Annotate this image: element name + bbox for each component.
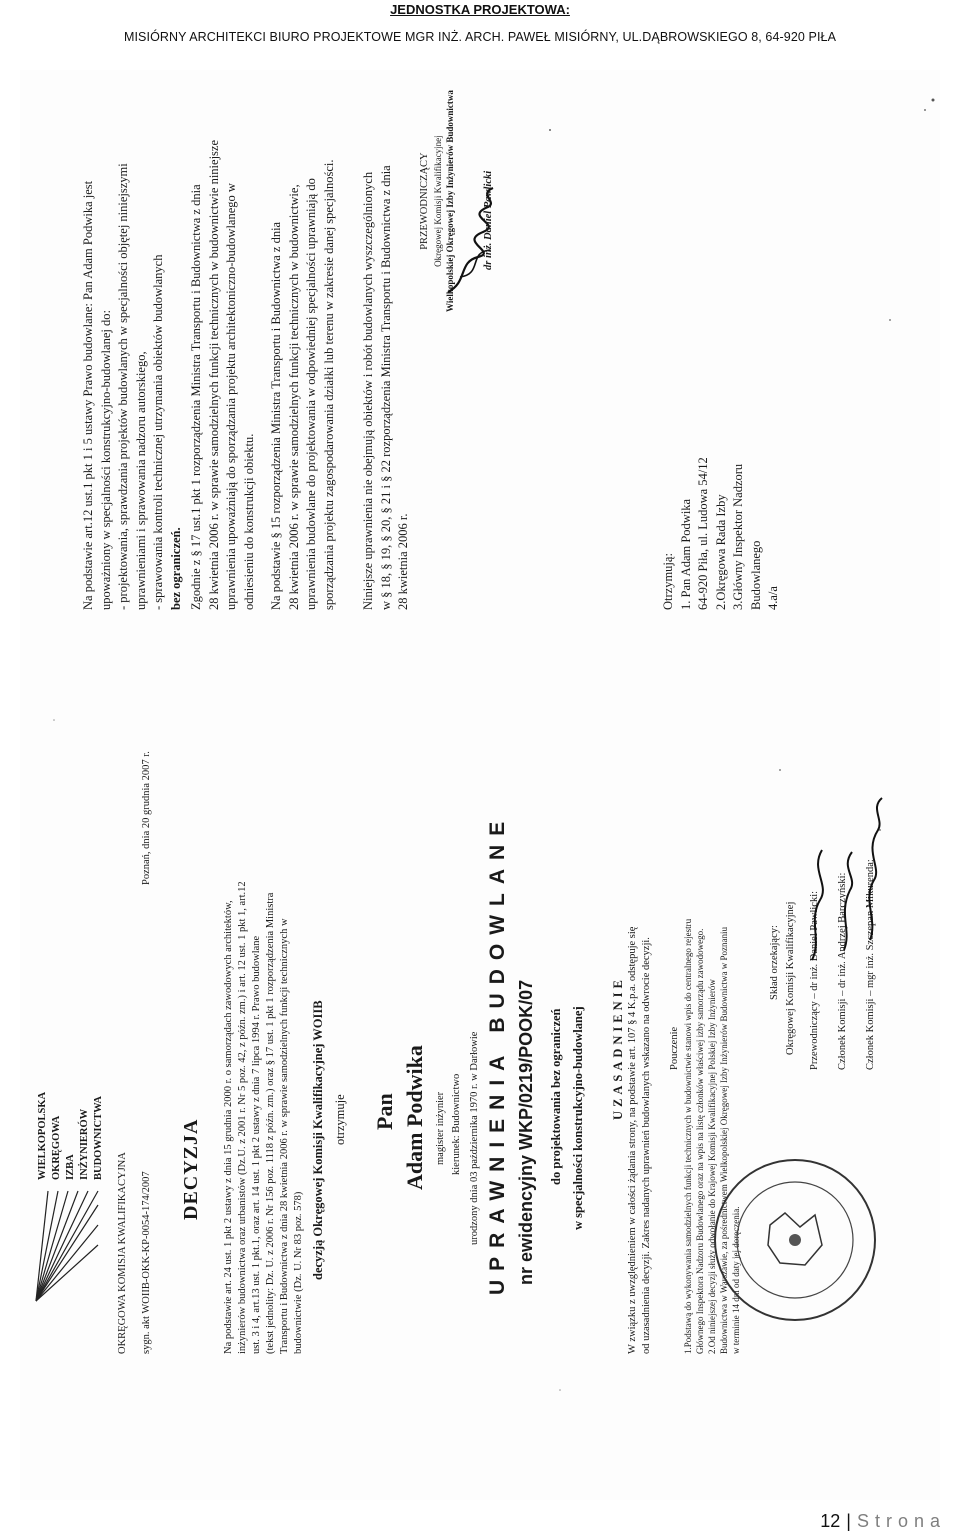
place-date: Poznań, dnia 20 grudnia 2007 r.: [141, 751, 152, 885]
legal-basis: Na podstawie art. 24 ust. 1 pkt 2 ustawy z dnia 15 grudnia 2000 r. o samorządach zawodowych architektów, inżynierów budownictwa oraz urbanistów (Dz.U. z 2001 r. Nr 5 poz. 42, z późn. zm.) i art. 12 ust. 1 pkt 1, art.12 ust. 3 i 4, art.13 ust. 1 pkt.1, oraz art. 14 ust. 1 pkt 2 ustawy z dnia 7 lipca 1994 r. Prawo budowlane (tekst jednolity: Dz. U. z 2006 r. Nr 156 poz. 1118 z późn. zm.) oraz § 17 ust. 1 pkt 1 rozporządzenia Ministra Transportu i Budownictwa z dnia 28 kwietnia 2006 r. w sprawie samodzielnych funkcji technicznych w budownictwie (Dz. U. Nr 83 poz. 578): [223, 881, 304, 1354]
case-reference: sygn. akt WOIIB-OKK-KP-0054-174/2007: [141, 1171, 152, 1354]
scope-line-1: do projektowania bez ograniczeń: [549, 1008, 563, 1185]
document-header: [0, 0, 960, 44]
receives-label: otrzymuje: [333, 1094, 347, 1145]
birth-info: urodzony dnia 03 października 1970 r. w Darłowie: [469, 1031, 480, 1245]
evidence-number: nr ewidencyjny WKP/0219/POOK/07: [516, 979, 536, 1285]
page-footer: [820, 1511, 946, 1532]
woiib-logo: [32, 1185, 102, 1305]
header-title: JEDNOSTKA PROJEKTOWA:: [390, 2, 570, 17]
page-number: 12: [820, 1511, 841, 1531]
justification-text: W związku z uwzględnieniem w całości żądania strony, na podstawie art. 107 § 4 K.p.a. odstępuje się od uzasadnienia decyzji. Zakres nadanych uprawnień budowlanych wskazano na odwrocie decyzji.: [627, 926, 652, 1354]
footer-word: Strona: [856, 1511, 946, 1531]
panel-heading: Skład orzekający:: [769, 925, 780, 1000]
person-name: Adam Podwika: [402, 1045, 427, 1190]
permits-heading: UPRAWNIENIA BUDOWLANE: [486, 812, 509, 1295]
scanned-certificate: [20, 70, 940, 1500]
chairman-stamp: PRZEWODNICZĄCY Okręgowej Komisji Kwalifikacyjnej Wielkopolskiej Okręgowej Izby Inżynierów Budownictwa: [419, 90, 455, 312]
pan-label: Pan: [372, 1093, 397, 1130]
field: kierunek: Budownictwo: [451, 1073, 462, 1175]
org-name: WIELKOPOLSKA OKRĘGOWA IZBA INŻYNIERÓW BUDOWNICTWA: [37, 1091, 104, 1180]
scope-line-2: w specjalności konstrukcyjno-budowlanej: [571, 1006, 585, 1230]
chairman-name: dr inż. Daniel Pawlicki: [483, 170, 494, 270]
instruction-title: Pouczenie: [669, 1026, 680, 1070]
scope-paragraph-1: Na podstawie art.12 ust.1 pkt 1 i 5 ustawy Prawo budowlane: Pan Adam Podwika jest upoważniony w specjalności konstrukcyjno-budowlanej do: - projektowania, sprawdzania projektów budowlanych w specjalności objętej niniejszymi uprawnieniami i sprawowania nadzoru autorskiego, - sprawowania kontroli technicznej utrzymania obiektów budowlanych bez ograniczeń.: [81, 163, 183, 610]
scope-paragraph-3: Na podstawie § 15 rozporządzenia Ministra Transportu i Budownictwa z dnia 28 kwietnia 2006 r. w sprawie samodzielnych funkcji technicznych w budownictwie, uprawnienia budowlane do projektowania w odpowiedniej specjalności uprawniają do sporządzania projektu zagospodarowania działki lub terenu w zakresie danej specjalności.: [269, 159, 336, 610]
panel-signatures: [800, 790, 890, 970]
decision-heading: DECYZJA: [180, 1118, 202, 1220]
decision-by: decyzją Okręgowej Komisji Kwalifikacyjnej WOIIB: [311, 1000, 325, 1280]
panel-members: Przewodniczący – dr inż. Daniel Pawlicki: Członek Komisji – dr inż. Andrzej Barczyński: Członek Komisji – mgr inż. Szczepan Mikurenda:: [809, 859, 876, 1070]
commission-name: OKRĘGOWA KOMISJA KWALIFIKACYJNA: [117, 1152, 128, 1354]
scope-paragraph-4: Niniejsze uprawnienia nie obejmują obiektów i robót budowlanych wyszczególnionych w § 18, § 19, § 20, § 21 i § 22 rozporządzenia Ministra Transportu i Budownictwa z dnia 28 kwietnia 2006 r.: [361, 165, 410, 610]
scope-paragraph-2: Zgodnie z § 17 ust.1 pkt 1 rozporządzenia Ministra Transportu i Budownictwa z dnia 28 kwietnia 2006 r. w sprawie samodzielnych funkcji technicznych w budownictwie niniejsze uprawnienia upoważniają do sporządzania projektu architektoniczno-budowlanego w odniesieniu do konstrukcji obiektu.: [189, 139, 256, 610]
recipients-list: Otrzymują: 1. Pan Adam Podwika 64-920 Piła, ul. Ludowa 54/12 2.Okręgowa Rada Izby 3.Główny Inspektor Nadzoru Budowlanego 4.a/a: [661, 457, 780, 610]
instructions: 1.Podstawą do wykonywania samodzielnych funkcji technicznych w budownictwie stanowi wpis do centralnego rejestru Głównego Inspektora Nadzoru Budowlanego oraz na wpis na listę członków właściwej izby samorządu zawodowego. 2.Od niniejszej decyzji służy odwołanie do Krajowej Komisji Kwalifikacyjnej Polskiej Izby Inżynierów Budownictwa w Warszawie, za pośrednictwem Wielkopolskiej Okręgowej Izby Inżynierów Budownictwa w Poznaniu w terminie 14 dni od daty jej doręczenia.: [683, 918, 741, 1354]
footer-separator: |: [846, 1511, 851, 1531]
panel-org: Okręgowej Komisji Kwalifikacyjnej: [785, 901, 796, 1055]
official-seal: [710, 1155, 880, 1325]
header-subtitle: MISIÓRNY ARCHITEKCI BIURO PROJEKTOWE MGR INŻ. ARCH. PAWEŁ MISIÓRNY, UL.DĄBROWSKIEGO 8, 64-920 PIŁA: [123, 30, 837, 44]
justification-heading: UZASADNIENIE: [611, 976, 625, 1120]
degree: magister inżynier: [435, 1091, 446, 1165]
chairman-signature: [438, 182, 508, 302]
